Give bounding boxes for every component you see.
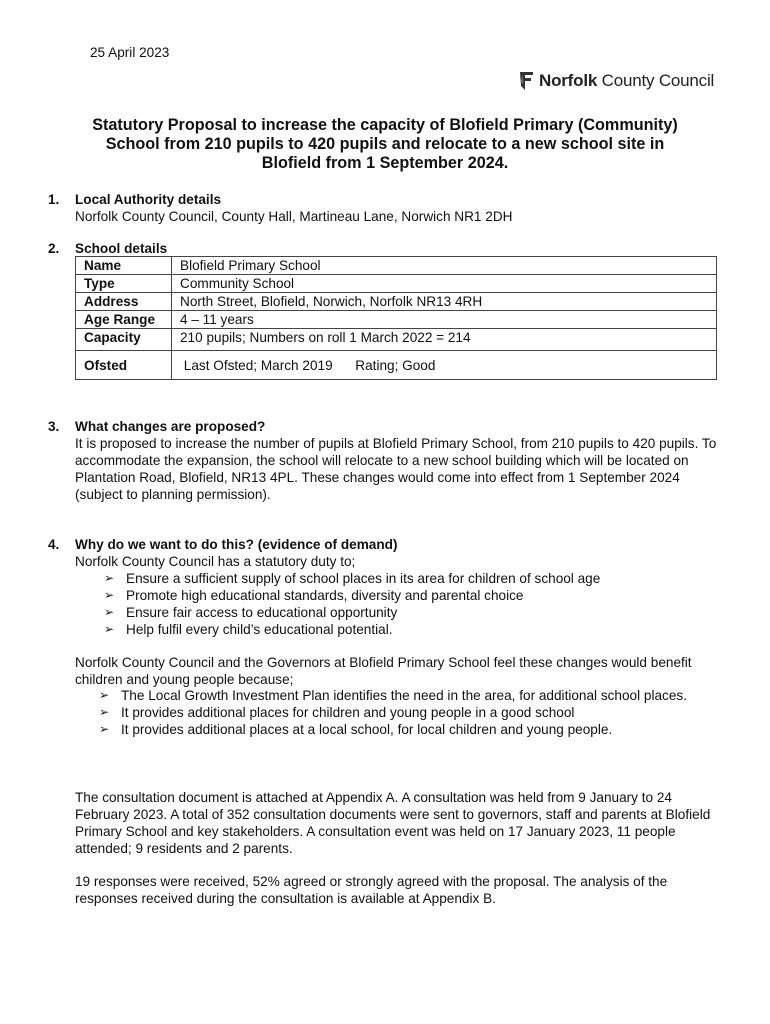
section-1-number: 1.: [48, 192, 60, 207]
section-2-number: 2.: [48, 241, 60, 256]
school-details-table: [75, 256, 717, 380]
benefits-list: [99, 687, 717, 738]
arrow-bullet-icon: ➢: [104, 571, 115, 585]
list-item: ➢ It provides additional places at a local school, for local children and young people.: [99, 722, 613, 737]
section-3-heading: What changes are proposed?: [75, 419, 266, 434]
document-date: 25 April 2023: [90, 45, 170, 60]
table-row: [76, 293, 717, 311]
row-label: Age Range: [76, 311, 172, 329]
section-4-number: 4.: [48, 537, 60, 552]
row-value: North Street, Blofield, Norwich, Norfolk NR13 4RH: [172, 293, 717, 311]
list-item: ➢ Ensure fair access to educational opportunity: [104, 605, 398, 620]
row-label: Name: [76, 257, 172, 275]
row-value: Blofield Primary School: [172, 257, 717, 275]
table-row: [76, 275, 717, 293]
table-row: [76, 329, 717, 351]
section-4-heading: Why do we want to do this? (evidence of demand): [75, 537, 398, 552]
row-value: 4 – 11 years: [172, 311, 717, 329]
arrow-bullet-icon: ➢: [99, 722, 110, 736]
row-value: 210 pupils; Numbers on roll 1 March 2022 = 214: [172, 329, 717, 351]
row-label: Type: [76, 275, 172, 293]
council-crest-icon: [519, 70, 535, 92]
statutory-duty-intro: Norfolk County Council has a statutory duty to;: [75, 554, 356, 569]
list-item: ➢ Ensure a sufficient supply of school places in its area for children of school age: [104, 571, 601, 586]
logo-wordmark: Norfolk County Council: [539, 71, 715, 90]
section-2-heading: School details: [75, 241, 168, 256]
row-value: Last Ofsted; March 2019 Rating; Good: [172, 351, 717, 380]
table-row: [76, 311, 717, 329]
norfolk-county-council-logo: [519, 70, 714, 92]
table-row: [76, 351, 717, 380]
local-authority-address: Norfolk County Council, County Hall, Martineau Lane, Norwich NR1 2DH: [75, 209, 513, 224]
section-3-number: 3.: [48, 419, 60, 434]
proposed-changes-text: It is proposed to increase the number of pupils at Blofield Primary School, from 210 pupils to 420 pupils. To accommodate the expansion, the school will relocate to a new school building which will be located on Plantation Road, Blofield, NR13 4PL. These changes would come into effect from 1 September 2024 (subject to planning permission).: [75, 436, 717, 502]
consultation-paragraph: The consultation document is attached at Appendix A. A consultation was held from 9 January to 24 February 2023. A total of 352 consultation documents were sent to governors, staff and parents at Blofield Primary School and key stakeholders. A consultation event was held on 17 January 2023, 11 people attended; 9 residents and 2 parents.: [75, 790, 711, 856]
row-label: Ofsted: [76, 351, 172, 380]
responses-paragraph: 19 responses were received, 52% agreed or strongly agreed with the proposal. The analysis of the responses received during the consultation is available at Appendix B.: [75, 874, 668, 906]
arrow-bullet-icon: ➢: [104, 605, 115, 619]
row-value: Community School: [172, 275, 717, 293]
list-item: ➢ Help fulfil every child’s educational potential.: [104, 622, 393, 637]
arrow-bullet-icon: ➢: [104, 588, 115, 602]
row-label: Capacity: [76, 329, 172, 351]
list-item: ➢ Promote high educational standards, diversity and parental choice: [104, 588, 524, 603]
section-1-heading: Local Authority details: [75, 192, 222, 207]
arrow-bullet-icon: ➢: [104, 622, 115, 636]
row-label: Address: [76, 293, 172, 311]
benefits-intro: Norfolk County Council and the Governors at Blofield Primary School feel these changes would benefit children and young people because;: [75, 655, 692, 687]
list-item: ➢ The Local Growth Investment Plan identifies the need in the area, for additional school places.: [99, 688, 687, 703]
arrow-bullet-icon: ➢: [99, 705, 110, 719]
arrow-bullet-icon: ➢: [99, 688, 110, 702]
table-row: [76, 257, 717, 275]
statutory-duties-list: [104, 570, 724, 638]
list-item: ➢ It provides additional places for children and young people in a good school: [99, 705, 575, 720]
proposal-title: Statutory Proposal to increase the capacity of Blofield Primary (Community) School from 210 pupils to 420 pupils and relocate to a new school site in Blofield from 1 September 2024.: [92, 116, 678, 172]
